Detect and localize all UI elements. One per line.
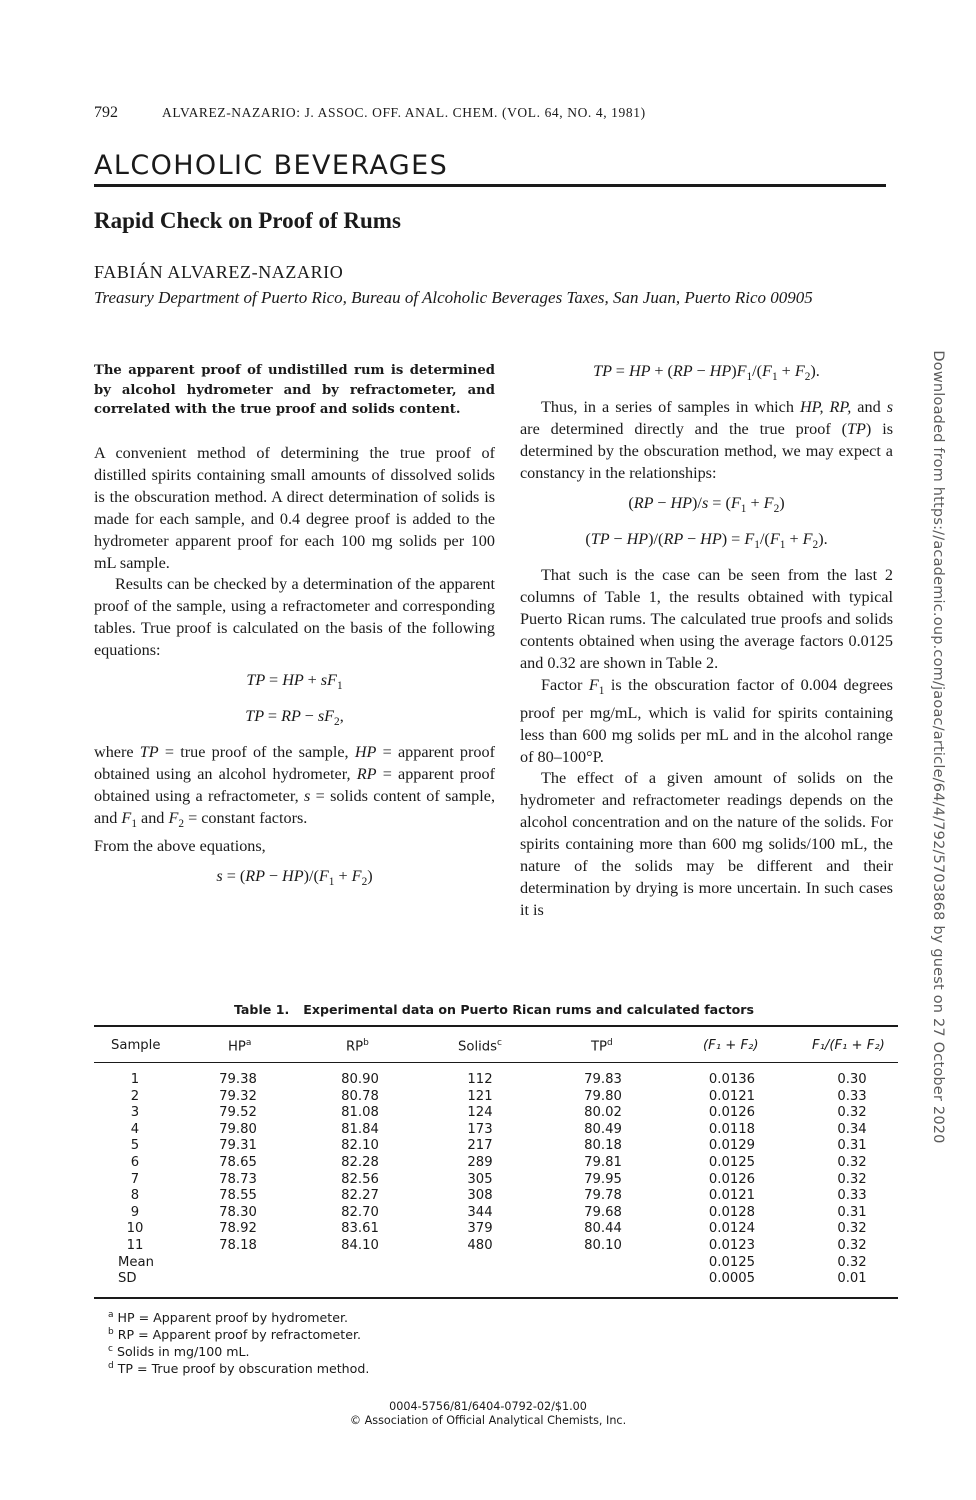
running-head <box>94 104 894 122</box>
table-cell-solids: 173 <box>467 1121 493 1137</box>
footnote-a: $^a$ HP = Apparent proof by hydrometer. <box>108 1310 348 1326</box>
table-cell-rp: 82.10 <box>341 1138 379 1154</box>
paragraph-intro: A convenient method of determining the true proof of distilled spirits containing small amounts of dissolved solids is the obscuration method. A direct determination of solids is made for each sample, and 0.4 degree proof is added to the hydrometer apparent proof for each 100 mg solids per 100 mL sample. <box>94 444 495 572</box>
table-cell-tp: 80.18 <box>584 1138 622 1154</box>
table-cell-rp: 81.08 <box>341 1105 379 1121</box>
article-title: Rapid Check on Proof of Rums <box>94 208 401 233</box>
table-cell-ratio: 0.31 <box>837 1138 867 1154</box>
table-cell-sample: 5 <box>130 1138 140 1154</box>
table-cell-ratio: 0.32 <box>837 1254 867 1270</box>
equation-true-proof: TP = HP + $(RP - HP)F_1/(F_1 + F_2)$. <box>593 362 820 384</box>
table-row <box>94 1221 898 1238</box>
journal-citation: ALVAREZ-NAZARIO: J. ASSOC. OFF. ANAL. CHEM. (VOL. 64, NO. 4, 1981) <box>162 105 646 120</box>
table-header-rule <box>94 1062 898 1063</box>
table-cell-solids: 305 <box>467 1171 493 1187</box>
table-cell-sum: 0.0129 <box>708 1138 756 1154</box>
table-cell-sum: 0.0125 <box>708 1154 756 1170</box>
table-row <box>94 1205 898 1222</box>
table-cell-ratio: 0.32 <box>837 1171 867 1187</box>
col-header-hp: $HP^a$ <box>228 1038 252 1055</box>
table-cell-solids: 379 <box>467 1221 493 1237</box>
table-row <box>94 1105 898 1122</box>
table-cell-tp: 80.02 <box>584 1105 622 1121</box>
table-cell-tp: 79.81 <box>584 1154 622 1170</box>
table-cell-sum: 0.0128 <box>708 1204 756 1220</box>
table-cell-rp: 82.70 <box>341 1204 379 1220</box>
page-number: 792 <box>94 104 118 121</box>
table-cell-solids: 112 <box>467 1072 493 1087</box>
table-cell-tp: 79.83 <box>584 1072 622 1087</box>
table-bottom-rule <box>94 1297 898 1299</box>
table-cell-sum: 0.0005 <box>708 1271 756 1287</box>
table-row <box>94 1271 898 1288</box>
table-row <box>94 1138 898 1155</box>
table-caption <box>94 1002 894 1017</box>
table-cell-hp: 79.80 <box>219 1121 257 1137</box>
table-cell-tp: 80.44 <box>584 1221 622 1237</box>
table-cell-tp: 79.68 <box>584 1204 622 1220</box>
table-cell-hp: 79.31 <box>219 1138 257 1154</box>
table-cell-sum: 0.0121 <box>708 1088 756 1104</box>
table-cell-tp: 79.95 <box>584 1171 622 1187</box>
table-cell-hp: 79.38 <box>219 1072 257 1087</box>
download-watermark: Downloaded from https://academic.oup.com/jaoac/article/64/4/792/5703868 by guest on 27 October 2020 <box>930 350 946 1144</box>
table-cell-rp: 80.78 <box>341 1088 379 1104</box>
table-cell-ratio: 0.32 <box>837 1237 867 1253</box>
table-cell-sample: 2 <box>130 1088 140 1104</box>
table-cell-ratio: 0.01 <box>837 1271 867 1287</box>
footnote-d: $^d$ TP = True proof by obscuration method. <box>108 1361 370 1377</box>
table-cell-sum: 0.0136 <box>708 1072 756 1087</box>
table-cell-sample: 11 <box>126 1237 144 1253</box>
table-cell-solids: 480 <box>467 1237 493 1253</box>
section-rule <box>94 184 886 187</box>
footnote-c: $^c$ Solids in mg/100 mL. <box>108 1344 250 1360</box>
footnote-b: $^b$ RP = Apparent proof by refractometer. <box>108 1327 361 1343</box>
table-cell-hp: 79.32 <box>219 1088 257 1104</box>
equation-relationship-2: $(TP - HP)/(RP - HP) = F_1/(F_1 + F_2)$. <box>585 529 828 552</box>
equation-tp-refractometer: TP = RP − $sF_2$, <box>245 707 344 729</box>
table-cell-hp: 78.30 <box>219 1204 257 1220</box>
table-cell-ratio: 0.32 <box>837 1105 867 1121</box>
table-cell-ratio: 0.31 <box>837 1204 867 1220</box>
paragraph-table-reference: That such is the case can be seen from the last 2 columns of Table 1, the results obtained with typical Puerto Rican rums. The calculated true proofs and solids contents obtained when using the average factors 0.0125 and 0.32 are shown in Table 2. <box>520 566 893 672</box>
table-cell-sum: 0.0126 <box>708 1171 756 1187</box>
table-label: Table 1. <box>233 1002 290 1017</box>
abstract-text: The apparent proof of undistilled rum is determined by alcohol hydrometer and by refractometer, and correlated with the true proof and solids content. <box>94 363 495 417</box>
table-row <box>94 1238 898 1255</box>
col-header-solids: Solids$^c$ <box>458 1038 502 1055</box>
table-cell-tp: 80.10 <box>584 1237 622 1253</box>
table-cell-hp: 79.52 <box>219 1105 257 1121</box>
table-row <box>94 1255 898 1272</box>
abstract <box>94 361 495 420</box>
equation-relationship-1: $(RP - HP)/s = (F_1 + F_2)$ <box>628 493 785 515</box>
paragraph-obscuration-factor: Factor $F_1$ is the obscuration factor of 0.004 degrees proof per mg/mL, which is valid for spirits containing less than 600 mg solids per mL and in the alcohol range of 80–100°P. <box>520 675 893 766</box>
footer-copyright: © Association of Official Analytical Chemists, Inc. <box>349 1414 627 1427</box>
table-cell-ratio: 0.33 <box>837 1088 867 1104</box>
table-top-rule <box>94 1025 898 1027</box>
table-cell-sample: 6 <box>130 1154 140 1170</box>
table-cell-solids: 308 <box>467 1188 493 1204</box>
table-cell-sum: 0.0123 <box>708 1237 756 1253</box>
table-cell-ratio: 0.32 <box>837 1154 867 1170</box>
footer-code: 0004-5756/81/6404-0792-02/$1.00 <box>389 1400 587 1413</box>
table-cell-hp: 78.73 <box>219 1171 257 1187</box>
paragraph-results: Results can be checked by a determination of the apparent proof of the sample, using a refractometer and corresponding tables. True proof is calculated on the basis of the following equations: <box>94 575 495 660</box>
table-caption-text: Experimental data on Puerto Rican rums and calculated factors <box>303 1002 755 1017</box>
table-cell-solids: 121 <box>467 1088 493 1104</box>
col-header-sample: Sample <box>111 1038 161 1053</box>
table-row <box>94 1155 898 1172</box>
table-cell-sample: 1 <box>130 1072 140 1087</box>
paragraph-thus: Thus, in a series of samples in which HP, RP, and s are determined directly and the true proof (TP) is determined by the obscuration method, we may expect a constancy in the relationships: <box>520 398 894 482</box>
col-header-rp: $RP^b$ <box>346 1038 369 1055</box>
author-affiliation: Treasury Department of Puerto Rico, Bureau of Alcoholic Beverages Taxes, San Juan, Puerto Rico 00905 <box>94 288 813 307</box>
table-cell-solids: 289 <box>467 1154 493 1170</box>
table-cell-sum: 0.0126 <box>708 1105 756 1121</box>
right-column <box>520 361 893 922</box>
table-cell-solids: 344 <box>467 1204 493 1220</box>
table-cell-ratio: 0.34 <box>837 1121 867 1137</box>
table-cell-ratio: 0.33 <box>837 1188 867 1204</box>
table-cell-solids: 217 <box>467 1138 493 1154</box>
table-cell-tp: 79.80 <box>584 1088 622 1104</box>
table-row <box>94 1089 898 1106</box>
table-cell-rp: 84.10 <box>341 1237 379 1253</box>
table-cell-tp: 79.78 <box>584 1188 622 1204</box>
table-cell-rp: 82.28 <box>341 1154 379 1170</box>
table-cell-sum: 0.0118 <box>708 1121 756 1137</box>
table-cell-rp: 81.84 <box>341 1121 379 1137</box>
table-cell-solids: 124 <box>467 1105 493 1121</box>
table-row <box>94 1072 898 1089</box>
table-cell-hp: 78.18 <box>219 1237 257 1253</box>
table-cell-hp: 78.65 <box>219 1154 257 1170</box>
equation-tp-hydrometer: TP = HP + $sF_1$ <box>246 671 343 693</box>
paragraph-definitions: where TP = true proof of the sample, HP = apparent proof obtained using an alcohol hydrometer, RP = apparent proof obtained using a refractometer, s = solids content of sample, and $F_1$ and $F_2$ = constant factors. <box>94 743 495 831</box>
table-cell-ratio: 0.32 <box>837 1221 867 1237</box>
table-cell-sum: 0.0121 <box>708 1188 756 1204</box>
table-row <box>94 1122 898 1139</box>
table-cell-sample: Mean <box>118 1254 154 1270</box>
equation-solids: $s = (RP - HP)/(F_1 + F_2)$ <box>216 867 373 889</box>
table-cell-sample: 7 <box>130 1171 140 1187</box>
col-header-factor-sum: (F₁ + F₂) <box>703 1038 759 1053</box>
table-cell-sum: 0.0124 <box>708 1221 756 1237</box>
table-row <box>94 1188 898 1205</box>
table-cell-sample: 3 <box>130 1105 140 1121</box>
paragraph-solids-effect: The effect of a given amount of solids on the hydrometer and refractometer readings depends on the alcohol concentration and on the nature of the solids. For spirits containing more than 600 mg solids/100 mL, the nature of the solids may be different and their determination by drying is more uncertain. In such cases it is <box>520 769 893 919</box>
table-cell-tp: 80.49 <box>584 1121 622 1137</box>
table-cell-hp: 78.92 <box>219 1221 257 1237</box>
table-row <box>94 1172 898 1189</box>
author-name: FABIÁN ALVAREZ-NAZARIO <box>94 262 344 282</box>
col-header-factor-ratio: F₁/(F₁ + F₂) <box>812 1038 885 1053</box>
paragraph-from-equations: From the above equations, <box>94 837 266 856</box>
table-cell-sum: 0.0125 <box>708 1254 756 1270</box>
table-cell-rp: 83.61 <box>341 1221 379 1237</box>
table-cell-rp: 82.27 <box>341 1188 379 1204</box>
table-body <box>94 1072 898 1288</box>
col-header-tp: $TP^d$ <box>591 1038 613 1055</box>
table-cell-sample: 10 <box>126 1221 144 1237</box>
table-cell-sample: 9 <box>130 1204 140 1220</box>
table-cell-hp: 78.55 <box>219 1188 257 1204</box>
table-header-row <box>94 1038 898 1058</box>
left-column <box>94 443 495 902</box>
table-cell-rp: 82.56 <box>341 1171 379 1187</box>
table-cell-sample: 8 <box>130 1188 140 1204</box>
section-title: ALCOHOLIC BEVERAGES <box>94 150 449 181</box>
table-cell-sample: 4 <box>130 1121 140 1137</box>
table-cell-sample: SD <box>118 1271 137 1287</box>
table-cell-rp: 80.90 <box>341 1072 379 1087</box>
table-cell-ratio: 0.30 <box>837 1072 867 1087</box>
